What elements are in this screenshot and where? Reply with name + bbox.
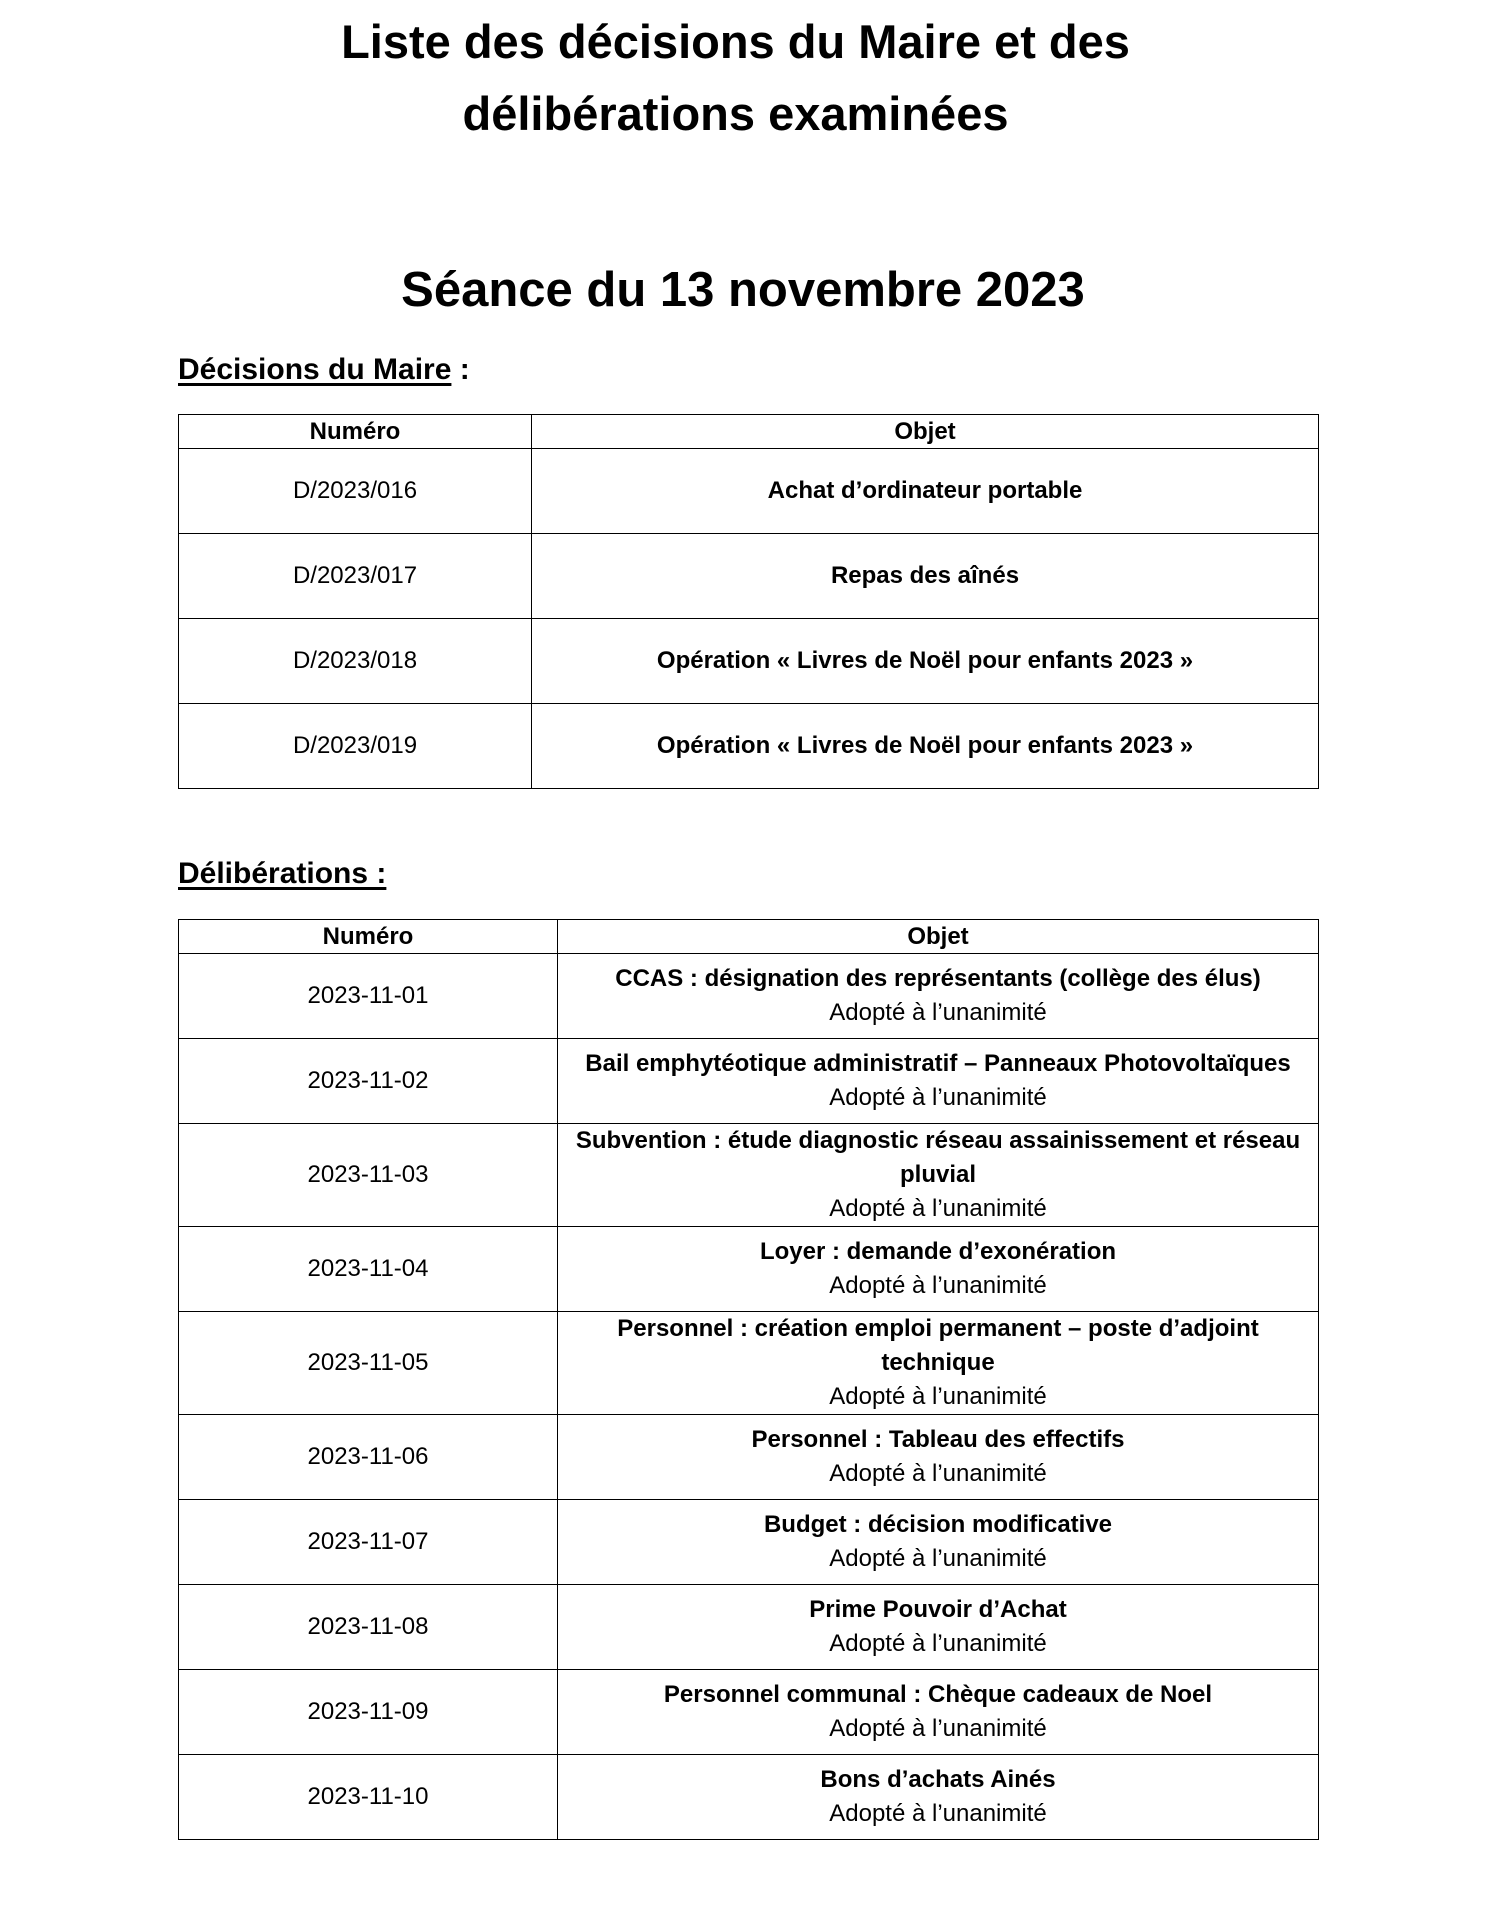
deliberation-subject: Personnel : Tableau des effectifs	[751, 1426, 1125, 1453]
deliberation-subject: Personnel communal : Chèque cadeaux de Noel	[663, 1681, 1213, 1708]
deliberation-numero: 2023-11-07	[179, 1500, 558, 1585]
decision-numero: D/2023/017	[179, 534, 532, 619]
deliberation-result: Adopté à l’unanimité	[829, 1630, 1047, 1657]
deliberation-result: Adopté à l’unanimité	[829, 999, 1047, 1026]
deliberations-table	[178, 919, 1319, 1840]
deliberation-row	[179, 1227, 1319, 1312]
deliberation-numero: 2023-11-02	[179, 1039, 558, 1124]
deliberation-result: Adopté à l’unanimité	[829, 1800, 1047, 1827]
deliberation-numero: 2023-11-01	[179, 954, 558, 1039]
deliberation-objet	[558, 1755, 1319, 1840]
decision-numero: D/2023/019	[179, 704, 532, 789]
deliberation-row	[179, 1415, 1319, 1500]
deliberation-row	[179, 1312, 1319, 1415]
page-title	[0, 6, 1486, 150]
deliberation-numero: 2023-11-04	[179, 1227, 558, 1312]
decision-numero: D/2023/016	[179, 449, 532, 534]
deliberations-heading-label: Délibérations :	[178, 857, 387, 890]
decision-row	[179, 449, 1319, 534]
deliberation-objet	[558, 1500, 1319, 1585]
decisions-col-numero: Numéro	[179, 415, 532, 449]
decisions-col-objet: Objet	[532, 415, 1319, 449]
deliberation-numero: 2023-11-08	[179, 1585, 558, 1670]
deliberation-numero: 2023-11-10	[179, 1755, 558, 1840]
deliberation-row	[179, 954, 1319, 1039]
deliberations-col-numero: Numéro	[179, 920, 558, 954]
decisions-heading	[178, 350, 470, 390]
deliberation-subject: Personnel : création emploi permanent – poste d’adjoint technique	[617, 1315, 1259, 1376]
deliberation-objet	[558, 1312, 1319, 1415]
deliberation-numero: 2023-11-09	[179, 1670, 558, 1755]
decision-row	[179, 704, 1319, 789]
deliberation-numero: 2023-11-03	[179, 1124, 558, 1227]
deliberation-objet	[558, 954, 1319, 1039]
deliberations-heading	[178, 854, 386, 894]
decisions-heading-label: Décisions du Maire	[178, 353, 452, 386]
deliberation-objet	[558, 1227, 1319, 1312]
deliberation-result: Adopté à l’unanimité	[829, 1460, 1047, 1487]
deliberations-header-row	[179, 920, 1319, 954]
page-title-line-2: délibérations examinées	[462, 87, 1009, 140]
deliberation-result: Adopté à l’unanimité	[829, 1383, 1047, 1410]
deliberation-objet	[558, 1039, 1319, 1124]
deliberation-result: Adopté à l’unanimité	[829, 1084, 1047, 1111]
deliberation-subject: Bons d’achats Ainés	[820, 1766, 1056, 1793]
deliberation-objet	[558, 1415, 1319, 1500]
deliberation-objet	[558, 1585, 1319, 1670]
page-title-line-1: Liste des décisions du Maire et des	[341, 15, 1130, 68]
deliberation-result: Adopté à l’unanimité	[829, 1195, 1047, 1222]
decision-row	[179, 619, 1319, 704]
decisions-header-row	[179, 415, 1319, 449]
deliberation-result: Adopté à l’unanimité	[829, 1715, 1047, 1742]
decision-row	[179, 534, 1319, 619]
deliberation-result: Adopté à l’unanimité	[829, 1545, 1047, 1572]
decision-objet: Repas des aînés	[532, 534, 1319, 619]
deliberation-numero: 2023-11-06	[179, 1415, 558, 1500]
decision-numero: D/2023/018	[179, 619, 532, 704]
deliberation-row	[179, 1124, 1319, 1227]
decision-objet: Achat d’ordinateur portable	[532, 449, 1319, 534]
session-title: Séance du 13 novembre 2023	[401, 263, 1085, 317]
decision-objet: Opération « Livres de Noël pour enfants 2023 »	[532, 619, 1319, 704]
deliberation-subject: CCAS : désignation des représentants (collège des élus)	[615, 965, 1261, 992]
deliberation-result: Adopté à l’unanimité	[829, 1272, 1047, 1299]
deliberation-subject: Subvention : étude diagnostic réseau assainissement et réseau pluvial	[575, 1127, 1301, 1188]
deliberation-row	[179, 1755, 1319, 1840]
decision-objet: Opération « Livres de Noël pour enfants 2023 »	[532, 704, 1319, 789]
deliberation-objet	[558, 1670, 1319, 1755]
deliberation-subject: Bail emphytéotique administratif – Panneaux Photovoltaïques	[585, 1050, 1291, 1077]
deliberation-subject: Budget : décision modificative	[763, 1511, 1113, 1538]
deliberation-row	[179, 1500, 1319, 1585]
deliberation-row	[179, 1585, 1319, 1670]
deliberation-numero: 2023-11-05	[179, 1312, 558, 1415]
deliberation-row	[179, 1039, 1319, 1124]
deliberation-objet	[558, 1124, 1319, 1227]
deliberation-subject: Loyer : demande d’exonération	[759, 1238, 1117, 1265]
decisions-heading-colon: :	[451, 353, 470, 386]
deliberation-subject: Prime Pouvoir d’Achat	[809, 1596, 1067, 1623]
deliberation-row	[179, 1670, 1319, 1755]
decisions-table	[178, 414, 1319, 789]
deliberations-col-objet: Objet	[558, 920, 1319, 954]
